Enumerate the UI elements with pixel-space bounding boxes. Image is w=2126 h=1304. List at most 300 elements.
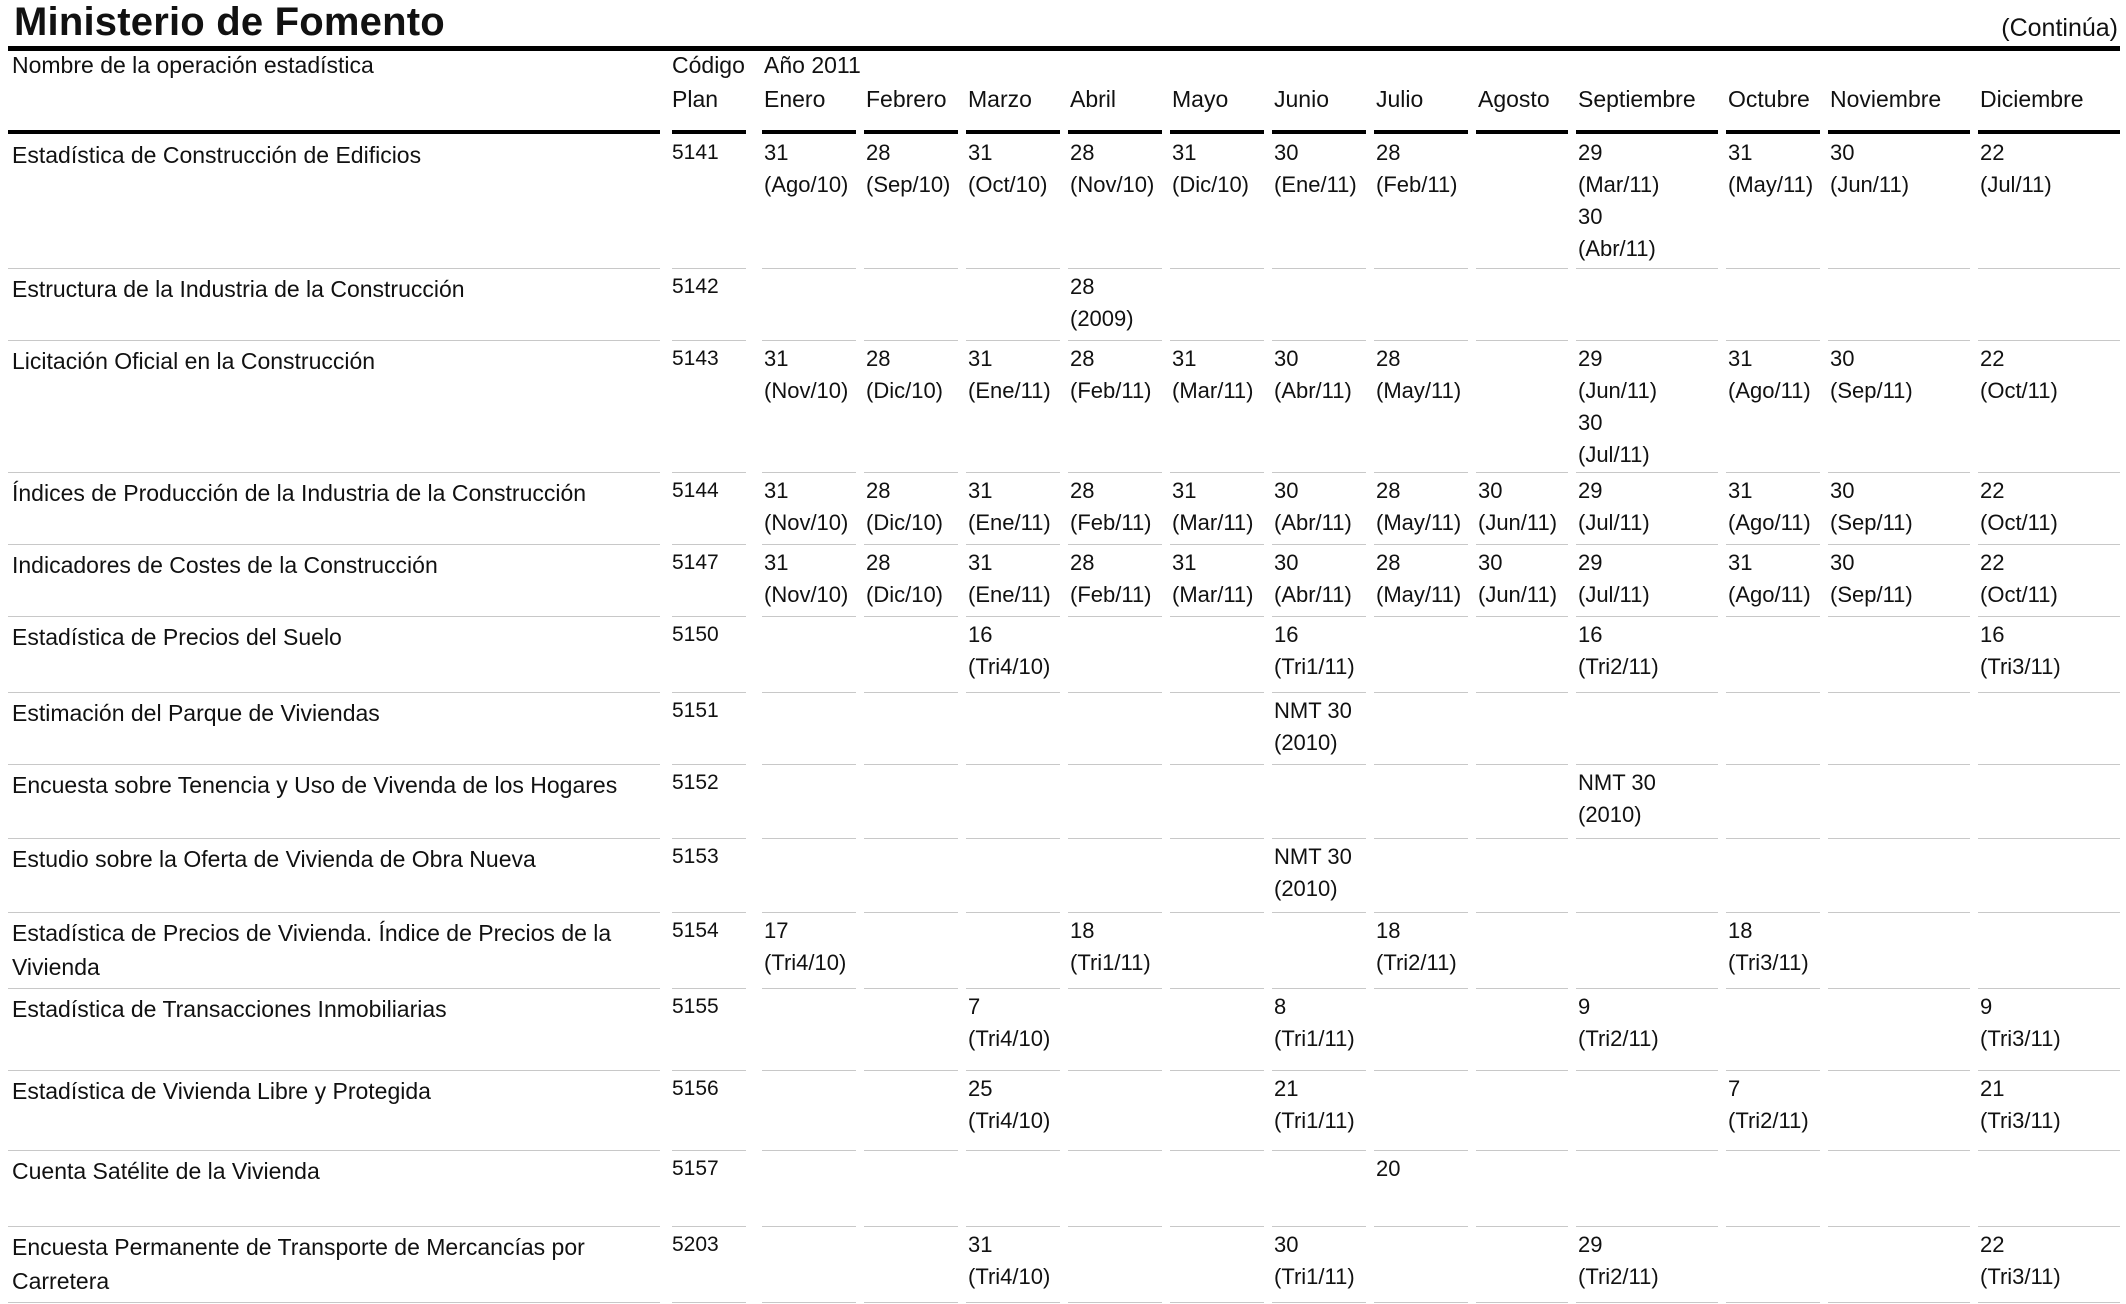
row-separator bbox=[864, 912, 958, 913]
row-separator bbox=[1272, 1150, 1366, 1151]
row-separator bbox=[966, 838, 1060, 839]
release-day: 31 bbox=[764, 478, 789, 503]
reference-period: (May/11) bbox=[1728, 172, 1814, 197]
row-separator bbox=[8, 912, 660, 913]
row-separator bbox=[672, 988, 746, 989]
row-separator bbox=[1978, 1150, 2120, 1151]
row-separator bbox=[1170, 268, 1264, 269]
row-separator bbox=[8, 692, 660, 693]
reference-period: (Tri4/10) bbox=[968, 654, 1051, 679]
row-separator bbox=[1272, 268, 1366, 269]
header-code-line1: Código bbox=[672, 52, 745, 78]
release-day: 18 bbox=[1070, 918, 1095, 943]
row-separator bbox=[1068, 1302, 1162, 1303]
release-day: NMT 30 bbox=[1274, 698, 1352, 723]
row-separator bbox=[1828, 988, 1970, 989]
row-separator bbox=[1828, 1302, 1970, 1303]
row-separator bbox=[1068, 544, 1162, 545]
header-month: Mayo bbox=[1172, 86, 1229, 112]
row-separator bbox=[1576, 544, 1718, 545]
top-rule bbox=[8, 46, 2120, 51]
row-separator bbox=[672, 340, 746, 341]
row-separator bbox=[1476, 1226, 1568, 1227]
row-separator bbox=[966, 1150, 1060, 1151]
release-day: 30 bbox=[1578, 410, 1603, 435]
row-separator bbox=[1068, 988, 1162, 989]
row-separator bbox=[1272, 1070, 1366, 1071]
row-separator bbox=[1978, 764, 2120, 765]
release-day: 31 bbox=[764, 346, 789, 371]
release-day: 30 bbox=[1274, 346, 1299, 371]
operation-name: Encuesta Permanente de Transporte de Mercancías por Carretera bbox=[12, 1234, 585, 1294]
row-separator bbox=[966, 340, 1060, 341]
reference-period: (Feb/11) bbox=[1070, 510, 1152, 535]
release-day: 16 bbox=[1578, 622, 1603, 647]
plan-code: 5203 bbox=[672, 1233, 719, 1256]
row-separator bbox=[1726, 1302, 1820, 1303]
row-separator bbox=[1170, 340, 1264, 341]
reference-period: (Feb/11) bbox=[1070, 378, 1152, 403]
row-separator bbox=[864, 544, 958, 545]
reference-period: (Tri3/11) bbox=[1980, 1026, 2061, 1051]
reference-period: (Mar/11) bbox=[1172, 510, 1254, 535]
reference-period: (Ago/11) bbox=[1728, 378, 1811, 403]
row-separator bbox=[1374, 268, 1468, 269]
plan-code: 5144 bbox=[672, 479, 719, 502]
reference-period: (Jun/11) bbox=[1478, 582, 1558, 607]
release-day: 16 bbox=[968, 622, 993, 647]
reference-period: (Oct/10) bbox=[968, 172, 1048, 197]
release-day: 9 bbox=[1980, 994, 1993, 1019]
release-day: 29 bbox=[1578, 478, 1603, 503]
row-separator bbox=[1272, 988, 1366, 989]
reference-period: (Dic/10) bbox=[866, 510, 944, 535]
row-separator bbox=[1726, 912, 1820, 913]
row-separator bbox=[1576, 472, 1718, 473]
row-separator bbox=[1476, 1150, 1568, 1151]
header-month: Julio bbox=[1376, 86, 1424, 112]
release-day: 28 bbox=[866, 346, 891, 371]
row-separator bbox=[1272, 838, 1366, 839]
row-separator bbox=[1374, 472, 1468, 473]
row-separator bbox=[1170, 472, 1264, 473]
row-separator bbox=[966, 1302, 1060, 1303]
release-day: 29 bbox=[1578, 550, 1603, 575]
operation-name: Estadística de Vivienda Libre y Protegida bbox=[12, 1078, 431, 1104]
row-separator bbox=[672, 1070, 746, 1071]
row-separator bbox=[1068, 692, 1162, 693]
row-separator bbox=[1374, 838, 1468, 839]
release-day: 9 bbox=[1578, 994, 1591, 1019]
row-separator bbox=[1068, 912, 1162, 913]
row-separator bbox=[762, 544, 856, 545]
reference-period: (Feb/11) bbox=[1376, 172, 1458, 197]
reference-period: (Abr/11) bbox=[1274, 378, 1352, 403]
row-separator bbox=[864, 838, 958, 839]
release-day: 31 bbox=[1172, 550, 1197, 575]
row-separator bbox=[864, 1070, 958, 1071]
header-rule bbox=[1068, 130, 1162, 134]
header-month: Noviembre bbox=[1830, 86, 1942, 112]
row-separator bbox=[8, 1302, 660, 1303]
release-day: 30 bbox=[1274, 478, 1299, 503]
row-separator bbox=[8, 1150, 660, 1151]
row-separator bbox=[1978, 912, 2120, 913]
row-separator bbox=[672, 764, 746, 765]
row-separator bbox=[1726, 268, 1820, 269]
row-separator bbox=[1978, 1302, 2120, 1303]
reference-period: (Tri1/11) bbox=[1274, 1026, 1355, 1051]
reference-period: (Oct/11) bbox=[1980, 510, 2058, 535]
row-separator bbox=[762, 472, 856, 473]
row-separator bbox=[1726, 988, 1820, 989]
row-separator bbox=[1374, 988, 1468, 989]
row-separator bbox=[1068, 268, 1162, 269]
row-separator bbox=[1170, 1302, 1264, 1303]
row-separator bbox=[8, 544, 660, 545]
row-separator bbox=[1476, 340, 1568, 341]
row-separator bbox=[762, 1226, 856, 1227]
row-separator bbox=[1978, 838, 2120, 839]
release-day: 31 bbox=[764, 550, 789, 575]
row-separator bbox=[8, 988, 660, 989]
reference-period: (Feb/11) bbox=[1070, 582, 1152, 607]
release-day: 29 bbox=[1578, 1232, 1603, 1257]
reference-period: (Ene/11) bbox=[968, 510, 1051, 535]
row-separator bbox=[1828, 616, 1970, 617]
row-separator bbox=[864, 692, 958, 693]
release-day: 18 bbox=[1376, 918, 1401, 943]
row-separator bbox=[864, 1150, 958, 1151]
row-separator bbox=[8, 1070, 660, 1071]
page-title: Ministerio de Fomento bbox=[14, 0, 445, 44]
row-separator bbox=[1170, 616, 1264, 617]
release-day: NMT 30 bbox=[1274, 844, 1352, 869]
plan-code: 5152 bbox=[672, 771, 719, 794]
row-separator bbox=[1576, 1302, 1718, 1303]
row-separator bbox=[1068, 838, 1162, 839]
row-separator bbox=[1726, 764, 1820, 765]
reference-period: (Ene/11) bbox=[1274, 172, 1357, 197]
row-separator bbox=[1272, 764, 1366, 765]
row-separator bbox=[966, 268, 1060, 269]
reference-period: (Tri4/10) bbox=[968, 1108, 1051, 1133]
header-rule bbox=[672, 130, 746, 134]
row-separator bbox=[1978, 692, 2120, 693]
row-separator bbox=[1978, 340, 2120, 341]
row-separator bbox=[864, 988, 958, 989]
release-day: 30 bbox=[1830, 550, 1855, 575]
row-separator bbox=[1726, 1150, 1820, 1151]
reference-period: (Abr/11) bbox=[1274, 582, 1352, 607]
reference-period: (Oct/11) bbox=[1980, 582, 2058, 607]
release-day: 21 bbox=[1980, 1076, 2005, 1101]
operation-name: Licitación Oficial en la Construcción bbox=[12, 348, 376, 374]
reference-period: (Nov/10) bbox=[764, 582, 849, 607]
release-day: 28 bbox=[1070, 346, 1095, 371]
operation-name: Estimación del Parque de Viviendas bbox=[12, 700, 380, 726]
reference-period: (Abr/11) bbox=[1578, 236, 1656, 261]
reference-period: (Tri4/10) bbox=[968, 1026, 1051, 1051]
row-separator bbox=[1374, 1150, 1468, 1151]
row-separator bbox=[1374, 912, 1468, 913]
reference-period: (Jul/11) bbox=[1578, 582, 1650, 607]
release-day: 30 bbox=[1830, 346, 1855, 371]
header-rule bbox=[762, 130, 856, 134]
release-day: 31 bbox=[1172, 478, 1197, 503]
row-separator bbox=[1068, 764, 1162, 765]
header-month: Diciembre bbox=[1980, 86, 2084, 112]
row-separator bbox=[1828, 472, 1970, 473]
header-rule bbox=[864, 130, 958, 134]
row-separator bbox=[1068, 472, 1162, 473]
operation-name: Estadística de Precios de Vivienda. Índice de Precios de la Vivienda bbox=[12, 920, 612, 980]
release-day: 31 bbox=[1728, 346, 1753, 371]
reference-period: (Dic/10) bbox=[866, 378, 944, 403]
row-separator bbox=[966, 1226, 1060, 1227]
row-separator bbox=[864, 472, 958, 473]
row-separator bbox=[762, 1302, 856, 1303]
header-rule bbox=[1828, 130, 1970, 134]
plan-code: 5151 bbox=[672, 699, 719, 722]
release-day: 22 bbox=[1980, 140, 2005, 165]
row-separator bbox=[966, 764, 1060, 765]
header-rule bbox=[1476, 130, 1568, 134]
reference-period: (Sep/11) bbox=[1830, 378, 1913, 403]
reference-period: (Tri2/11) bbox=[1578, 1026, 1659, 1051]
row-separator bbox=[762, 912, 856, 913]
row-separator bbox=[966, 988, 1060, 989]
reference-period: (Tri2/11) bbox=[1728, 1108, 1809, 1133]
reference-period: (May/11) bbox=[1376, 510, 1462, 535]
row-separator bbox=[8, 616, 660, 617]
row-separator bbox=[1476, 912, 1568, 913]
row-separator bbox=[1476, 764, 1568, 765]
row-separator bbox=[966, 544, 1060, 545]
row-separator bbox=[1576, 340, 1718, 341]
row-separator bbox=[1272, 1226, 1366, 1227]
row-separator bbox=[1476, 268, 1568, 269]
row-separator bbox=[762, 692, 856, 693]
release-day: 31 bbox=[968, 140, 993, 165]
release-day: 28 bbox=[1070, 478, 1095, 503]
plan-code: 5143 bbox=[672, 347, 719, 370]
reference-period: (Jul/11) bbox=[1980, 172, 2052, 197]
row-separator bbox=[1576, 692, 1718, 693]
reference-period: (Tri3/11) bbox=[1980, 1108, 2061, 1133]
row-separator bbox=[672, 692, 746, 693]
row-separator bbox=[1828, 340, 1970, 341]
release-day: 30 bbox=[1578, 204, 1603, 229]
reference-period: (Ago/11) bbox=[1728, 510, 1811, 535]
header-month: Enero bbox=[764, 86, 826, 112]
release-day: 30 bbox=[1830, 478, 1855, 503]
plan-code: 5147 bbox=[672, 551, 719, 574]
reference-period: (Ago/10) bbox=[764, 172, 849, 197]
row-separator bbox=[966, 472, 1060, 473]
header-rule bbox=[1170, 130, 1264, 134]
release-day: 21 bbox=[1274, 1076, 1299, 1101]
row-separator bbox=[1576, 1070, 1718, 1071]
reference-period: (2009) bbox=[1070, 306, 1134, 331]
release-day: 31 bbox=[1172, 140, 1197, 165]
release-day: 28 bbox=[1070, 140, 1095, 165]
row-separator bbox=[1828, 268, 1970, 269]
row-separator bbox=[8, 838, 660, 839]
plan-code: 5156 bbox=[672, 1077, 719, 1100]
header-month: Junio bbox=[1274, 86, 1329, 112]
row-separator bbox=[1272, 1302, 1366, 1303]
header-rule bbox=[1374, 130, 1468, 134]
release-day: 22 bbox=[1980, 1232, 2005, 1257]
row-separator bbox=[966, 616, 1060, 617]
release-day: 31 bbox=[764, 140, 789, 165]
reference-period: (Mar/11) bbox=[1172, 378, 1254, 403]
operation-name: Indicadores de Costes de la Construcción bbox=[12, 552, 438, 578]
row-separator bbox=[672, 616, 746, 617]
row-separator bbox=[672, 1150, 746, 1151]
reference-period: (Tri3/11) bbox=[1980, 1264, 2061, 1289]
row-separator bbox=[966, 912, 1060, 913]
row-separator bbox=[1170, 544, 1264, 545]
row-separator bbox=[1374, 340, 1468, 341]
release-day: 31 bbox=[968, 550, 993, 575]
row-separator bbox=[864, 1302, 958, 1303]
release-day: 22 bbox=[1980, 346, 2005, 371]
release-day: 28 bbox=[1070, 550, 1095, 575]
row-separator bbox=[1978, 544, 2120, 545]
plan-code: 5153 bbox=[672, 845, 719, 868]
row-separator bbox=[966, 1070, 1060, 1071]
reference-period: (Jun/11) bbox=[1478, 510, 1558, 535]
row-separator bbox=[864, 1226, 958, 1227]
row-separator bbox=[1068, 1150, 1162, 1151]
row-separator bbox=[762, 340, 856, 341]
row-separator bbox=[762, 268, 856, 269]
row-separator bbox=[1272, 544, 1366, 545]
row-separator bbox=[1068, 616, 1162, 617]
row-separator bbox=[672, 544, 746, 545]
header-rule bbox=[8, 130, 660, 134]
release-day: 31 bbox=[1728, 550, 1753, 575]
row-separator bbox=[1726, 340, 1820, 341]
release-day: 31 bbox=[1728, 478, 1753, 503]
release-day: 30 bbox=[1274, 140, 1299, 165]
row-separator bbox=[1476, 544, 1568, 545]
reference-period: (Ago/11) bbox=[1728, 582, 1811, 607]
row-separator bbox=[1576, 912, 1718, 913]
reference-period: (Nov/10) bbox=[1070, 172, 1155, 197]
header-rule bbox=[1272, 130, 1366, 134]
row-separator bbox=[1978, 268, 2120, 269]
reference-period: (Jun/11) bbox=[1578, 378, 1658, 403]
release-day: 30 bbox=[1478, 550, 1503, 575]
row-separator bbox=[1978, 1070, 2120, 1071]
row-separator bbox=[1726, 1226, 1820, 1227]
header-month: Agosto bbox=[1478, 86, 1550, 112]
reference-period: (Ene/11) bbox=[968, 582, 1051, 607]
release-day: 28 bbox=[1376, 140, 1401, 165]
row-separator bbox=[1170, 912, 1264, 913]
release-day: 22 bbox=[1980, 550, 2005, 575]
row-separator bbox=[1576, 838, 1718, 839]
row-separator bbox=[1978, 1226, 2120, 1227]
row-separator bbox=[762, 616, 856, 617]
reference-period: (Dic/10) bbox=[866, 582, 944, 607]
reference-period: (Nov/10) bbox=[764, 378, 849, 403]
row-separator bbox=[1576, 1226, 1718, 1227]
row-separator bbox=[1476, 838, 1568, 839]
release-day: 28 bbox=[1376, 346, 1401, 371]
header-rule bbox=[1576, 130, 1718, 134]
release-day: 7 bbox=[1728, 1076, 1741, 1101]
release-day: 31 bbox=[968, 478, 993, 503]
reference-period: (Sep/11) bbox=[1830, 510, 1913, 535]
row-separator bbox=[1170, 1070, 1264, 1071]
row-separator bbox=[1726, 544, 1820, 545]
reference-period: (Nov/10) bbox=[764, 510, 849, 535]
operation-name: Índices de Producción de la Industria de la Construcción bbox=[12, 480, 587, 506]
row-separator bbox=[1828, 1226, 1970, 1227]
row-separator bbox=[1828, 544, 1970, 545]
row-separator bbox=[1576, 764, 1718, 765]
reference-period: (Tri3/11) bbox=[1980, 654, 2061, 679]
operation-name: Estadística de Precios del Suelo bbox=[12, 624, 342, 650]
row-separator bbox=[672, 268, 746, 269]
row-separator bbox=[1374, 616, 1468, 617]
row-separator bbox=[8, 472, 660, 473]
reference-period: (Abr/11) bbox=[1274, 510, 1352, 535]
row-separator bbox=[1272, 472, 1366, 473]
release-day: 28 bbox=[1070, 274, 1095, 299]
row-separator bbox=[672, 1226, 746, 1227]
reference-period: (Oct/11) bbox=[1980, 378, 2058, 403]
row-separator bbox=[1476, 692, 1568, 693]
release-day: 8 bbox=[1274, 994, 1287, 1019]
reference-period: (Tri1/11) bbox=[1070, 950, 1151, 975]
row-separator bbox=[8, 1226, 660, 1227]
row-separator bbox=[1476, 988, 1568, 989]
reference-period: (Jul/11) bbox=[1578, 442, 1650, 467]
row-separator bbox=[762, 1070, 856, 1071]
row-separator bbox=[1978, 616, 2120, 617]
row-separator bbox=[864, 616, 958, 617]
reference-period: (Tri2/11) bbox=[1376, 950, 1457, 975]
reference-period: (Tri4/10) bbox=[764, 950, 847, 975]
operation-name: Cuenta Satélite de la Vivienda bbox=[12, 1158, 320, 1184]
row-separator bbox=[672, 912, 746, 913]
release-day: 30 bbox=[1274, 550, 1299, 575]
header-name-col: Nombre de la operación estadística bbox=[12, 52, 374, 78]
reference-period: (May/11) bbox=[1376, 582, 1462, 607]
row-separator bbox=[1978, 988, 2120, 989]
operation-name: Encuesta sobre Tenencia y Uso de Vivenda de los Hogares bbox=[12, 772, 618, 798]
row-separator bbox=[1068, 340, 1162, 341]
header-month: Abril bbox=[1070, 86, 1117, 112]
row-separator bbox=[672, 472, 746, 473]
row-separator bbox=[1476, 472, 1568, 473]
row-separator bbox=[762, 988, 856, 989]
release-day: 28 bbox=[1376, 550, 1401, 575]
reference-period: (Ene/11) bbox=[968, 378, 1051, 403]
header-rule bbox=[1726, 130, 1820, 134]
plan-code: 5150 bbox=[672, 623, 719, 646]
reference-period: (2010) bbox=[1578, 802, 1642, 827]
reference-period: (Tri1/11) bbox=[1274, 654, 1355, 679]
header-year: Año 2011 bbox=[764, 52, 861, 78]
row-separator bbox=[1828, 912, 1970, 913]
row-separator bbox=[1272, 692, 1366, 693]
